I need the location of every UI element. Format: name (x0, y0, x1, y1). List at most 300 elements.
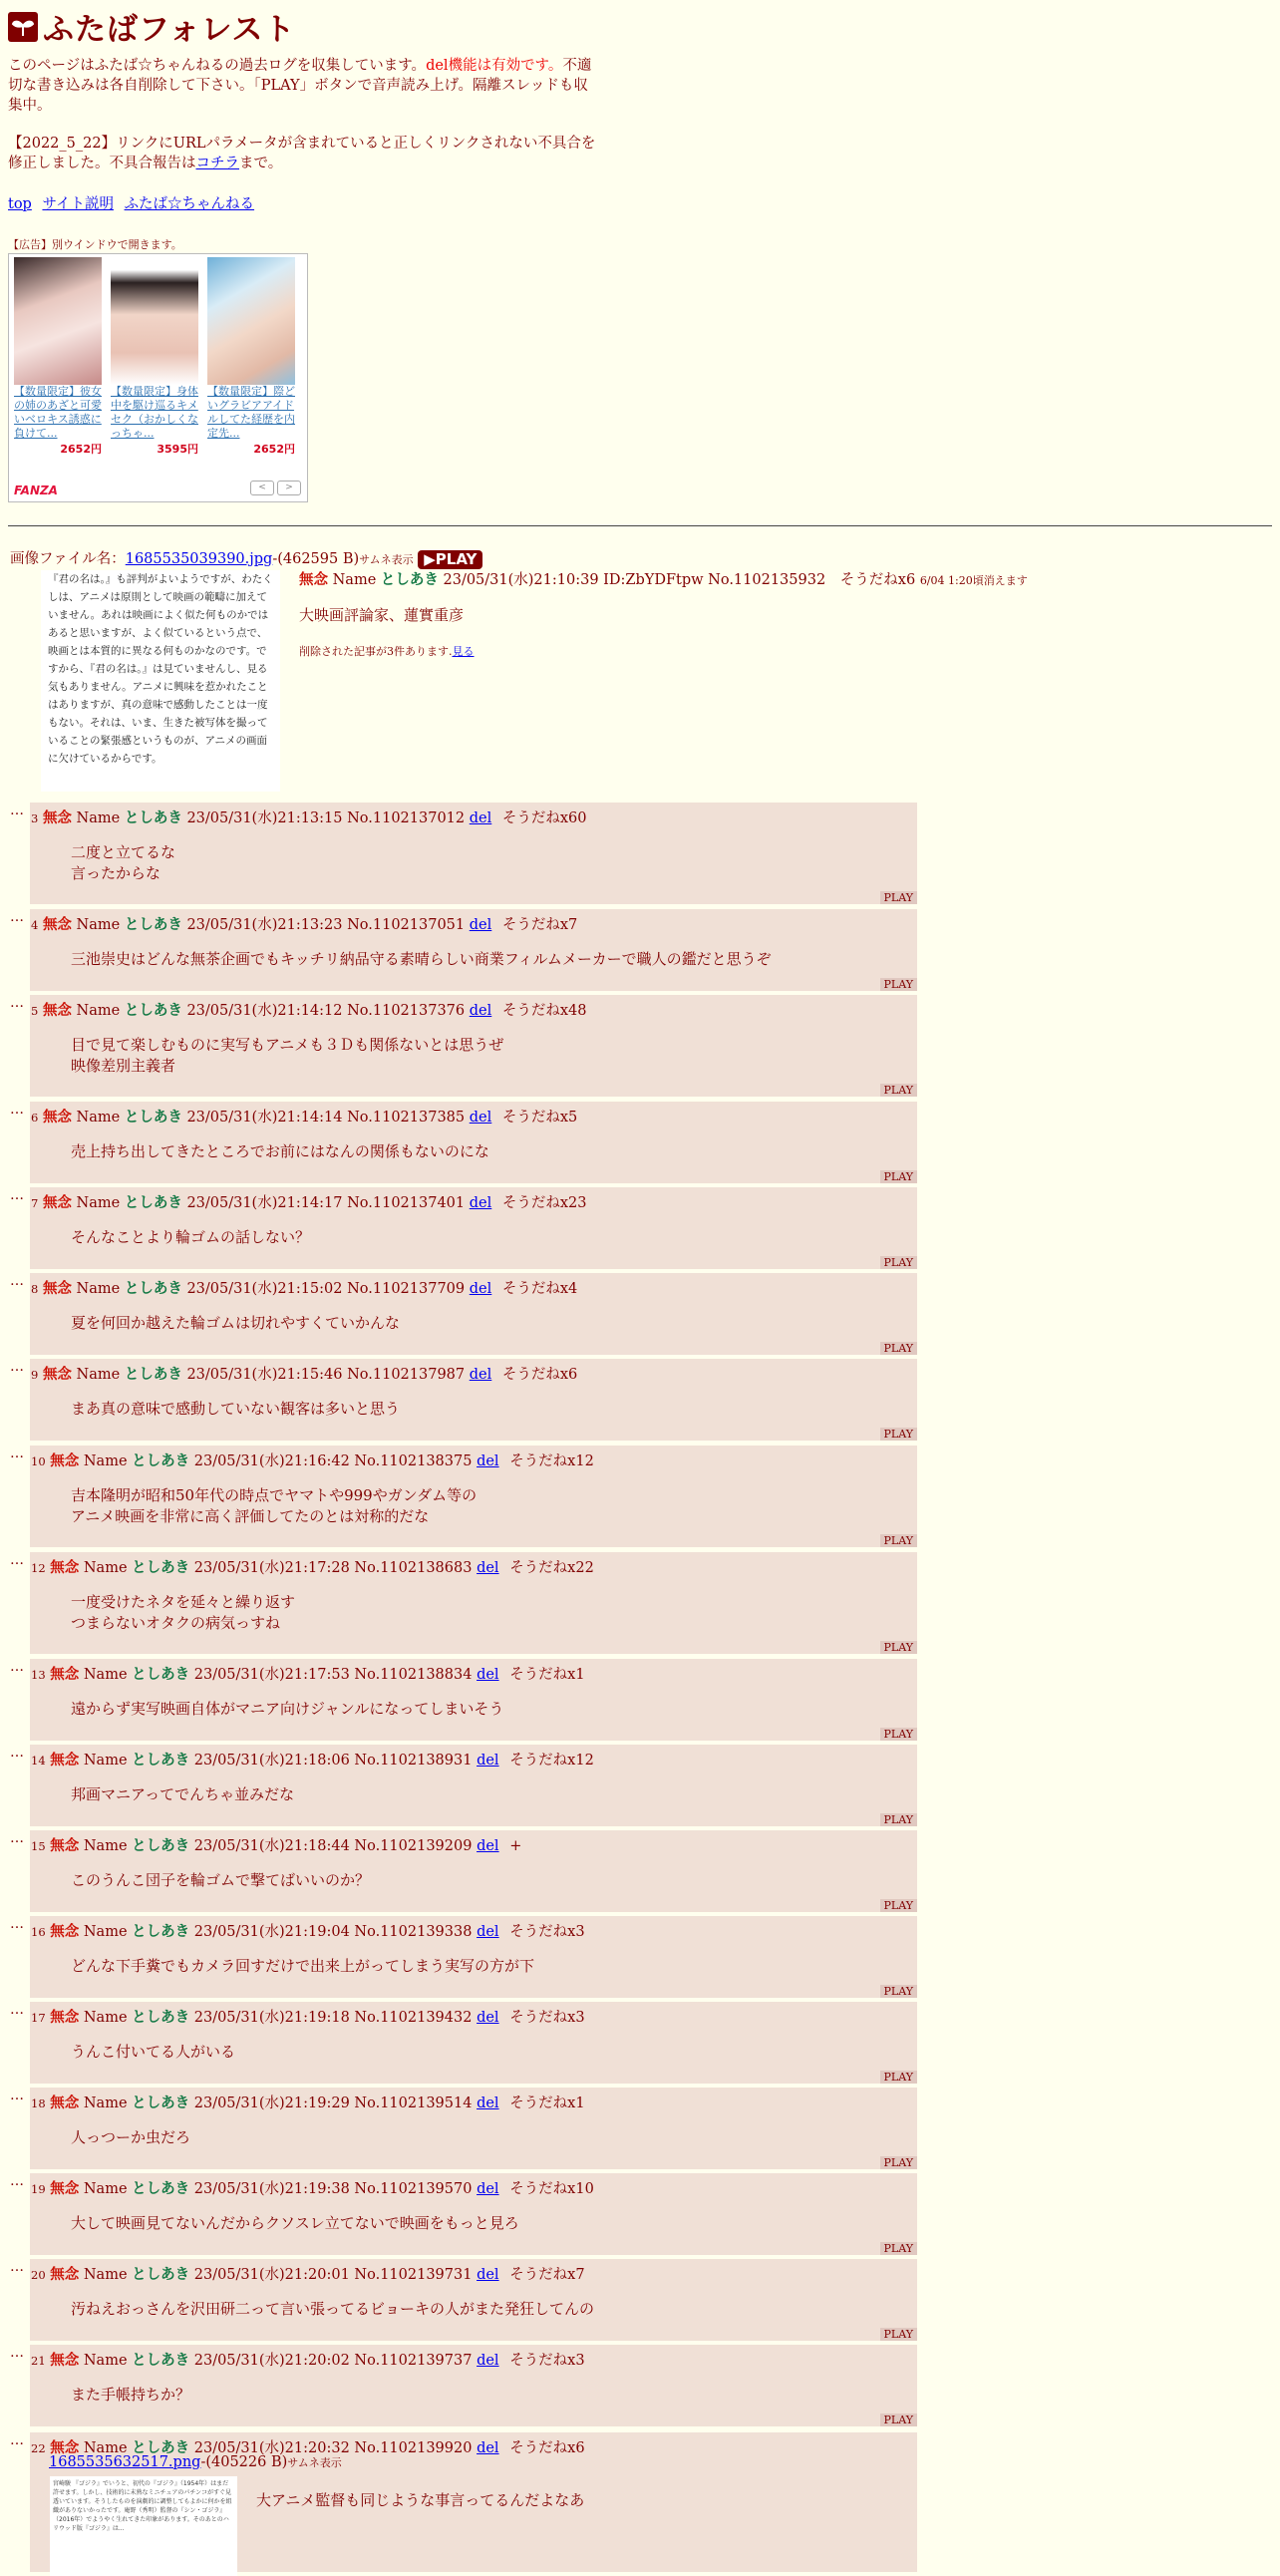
reply-number: 10 (31, 1454, 46, 1468)
post-subject: 無念 (50, 2009, 80, 2026)
reply-marker: … (10, 2088, 24, 2103)
name-label: Name (76, 1110, 121, 1126)
reply-body (71, 1956, 534, 1977)
name-label: Name (76, 810, 121, 826)
reply-line: 人っつーか虫だろ (71, 2128, 191, 2146)
intro-del-note: del機能は有効です。 (426, 58, 563, 74)
reply-header (31, 2177, 594, 2198)
ad-note: 【広告】別ウインドウで開きます。 (8, 238, 182, 251)
reply-body (71, 1485, 477, 1527)
post-date: 23/05/31(水)21:10:39 ID:ZbYDFtpw No.1102135932 (443, 572, 826, 588)
poster-name: としあき (380, 571, 439, 588)
del-link[interactable]: del (477, 1453, 499, 1469)
post-date: 23/05/31(水)21:13:15 No.1102137012 (186, 810, 466, 826)
reply-line: 映像差別主義者 (71, 1057, 176, 1075)
reply-line: そんなことより輪ゴムの話しない？ (71, 1228, 311, 1246)
post-subject: 無念 (42, 916, 72, 933)
reply-post (30, 2002, 917, 2084)
file-size: -(462595 B) (272, 551, 360, 567)
reply-number: 9 (31, 1368, 39, 1382)
poster-name: としあき (124, 1002, 182, 1019)
reply-body (71, 1035, 503, 1077)
ad-widget (8, 253, 308, 502)
sodane-button[interactable]: そうだねx6 (509, 2440, 585, 2456)
name-label: Name (83, 2095, 128, 2111)
post-date: 23/05/31(水)21:19:18 No.1102139432 (193, 2010, 473, 2026)
reply-line: どんな下手糞でもカメラ回すだけで出来上がってしまう実写の方が下 (71, 1957, 535, 1975)
ad-prev-button[interactable]: < (250, 481, 274, 495)
sodane-button[interactable]: そうだねx12 (509, 1753, 594, 1769)
name-label: Name (83, 1667, 128, 1683)
reply-number: 8 (31, 1282, 39, 1296)
deleted-note (299, 643, 475, 659)
play-button[interactable]: PLAY (880, 1641, 917, 1654)
post-subject: 無念 (50, 2094, 80, 2111)
reply-post (30, 1273, 917, 1355)
deleted-text: 削除された記事が3件あります. (299, 645, 453, 658)
name-label: Name (76, 1367, 121, 1383)
poster-name: としあき (132, 2439, 190, 2456)
del-link[interactable]: del (477, 2353, 499, 2369)
reply-file-link[interactable]: 1685535632517.png (49, 2454, 201, 2470)
poster-name: としあき (132, 2094, 190, 2111)
futaba-leaf-icon (8, 12, 38, 42)
reply-post (30, 1359, 917, 1441)
poster-name: としあき (124, 1366, 182, 1383)
reply-marker: … (10, 1916, 24, 1932)
reply-number: 14 (31, 1754, 46, 1768)
play-button[interactable]: PLAY (880, 1428, 917, 1441)
sodane-button[interactable]: そうだねx3 (509, 1924, 585, 1940)
post-subject: 無念 (42, 1280, 72, 1297)
sodane-button[interactable]: そうだねx7 (509, 2267, 585, 2283)
reply-number: 17 (31, 2011, 46, 2025)
expire-note: 6/04 1:20頃消えます (919, 574, 1028, 587)
post-date: 23/05/31(水)21:15:46 No.1102137987 (186, 1367, 466, 1383)
reply-header (31, 1663, 585, 1684)
play-button[interactable]: PLAY (880, 1084, 917, 1097)
post-date: 23/05/31(水)21:14:12 No.1102137376 (186, 1003, 466, 1019)
reply-header (31, 2092, 585, 2112)
reply-header (31, 1277, 577, 1298)
del-link[interactable]: del (469, 1367, 492, 1383)
reply-post (30, 1102, 917, 1183)
sodane-button[interactable]: そうだねx6 (501, 1367, 578, 1383)
ad-product-price: 3595円 (157, 443, 198, 456)
play-button[interactable]: PLAY (880, 2242, 917, 2255)
name-label: Name (83, 1453, 128, 1469)
del-link[interactable]: del (477, 1667, 499, 1683)
del-link[interactable]: del (477, 2267, 499, 2283)
post-date: 23/05/31(水)21:16:42 No.1102138375 (193, 1453, 473, 1469)
reply-thumbnail[interactable]: 宮崎駿 『ゴジラ』でいうと、初代の『ゴジラ』（1954年）はまだ許せます。しかし、技術的に未熟なミニチュアのパチンコがすぐ見透いています。そうしたものを演劇的に調整してもよかに何かを組織がありないかったです。庵野（秀明）監督の『シン・ゴジラ』（2016年）でようやく生れてきた印象があります。そのあとのハリウッド版『ゴジラ』は... (50, 2476, 237, 2576)
name-label: Name (83, 2267, 128, 2283)
intro-text-2: 不適切な書き込みは各自削除して下さい。「PLAY」ボタンで音声読み上げ。隔離スレッドも収集中。 (8, 58, 592, 114)
sodane-button[interactable]: そうだねx3 (509, 2353, 585, 2369)
reply-line: 汚ねえおっさんを沢田研二って言い張ってるビョーキの人がまた発狂してんの (71, 2300, 595, 2318)
reply-post (30, 1916, 917, 1998)
reply-number: 20 (31, 2268, 46, 2282)
nav-top-link[interactable]: top (8, 196, 32, 212)
file-label: 画像ファイル名： (10, 551, 126, 567)
del-link[interactable]: del (469, 1281, 492, 1297)
reply-marker: … (10, 2173, 24, 2189)
post-subject: 無念 (50, 2439, 80, 2456)
reply-line: また手帳持ちか？ (71, 2386, 191, 2404)
sodane-button[interactable]: そうだねx6 (839, 572, 916, 588)
play-button[interactable]: PLAY (880, 891, 917, 904)
del-link[interactable]: del (477, 1560, 499, 1576)
ad-product-image[interactable] (14, 257, 102, 385)
post-date: 23/05/31(水)21:17:53 No.1102138834 (193, 1667, 473, 1683)
reply-marker: … (10, 1659, 24, 1675)
reply-marker: … (10, 1102, 24, 1118)
reply-marker: … (10, 1273, 24, 1289)
reply-number: 19 (31, 2182, 46, 2196)
reply-body (71, 842, 175, 884)
play-button[interactable]: PLAY (880, 1170, 917, 1183)
play-button[interactable]: PLAY (880, 2414, 917, 2426)
reply-body (71, 1870, 370, 1891)
poster-name: としあき (132, 1752, 190, 1769)
post-date: 23/05/31(水)21:19:38 No.1102139570 (193, 2181, 473, 2197)
top-nav (8, 192, 260, 213)
play-button[interactable]: PLAY (880, 1342, 917, 1355)
reply-body (71, 1699, 503, 1720)
name-label: Name (76, 917, 121, 933)
del-link[interactable]: del (469, 1195, 492, 1211)
nav-about-link[interactable]: サイト説明 (42, 196, 114, 212)
reply-marker: … (10, 1830, 24, 1846)
reply-body (71, 1399, 400, 1420)
play-button[interactable]: PLAY (880, 1899, 917, 1912)
poster-name: としあき (132, 1452, 190, 1469)
file-size: -(405226 B) (200, 2454, 288, 2470)
reply-body (71, 1227, 310, 1248)
post-subject: 無念 (50, 1559, 80, 1576)
post-subject: 無念 (50, 2352, 80, 2369)
site-intro (8, 56, 596, 116)
reply-body (71, 2042, 235, 2063)
sodane-button[interactable]: そうだねx23 (501, 1195, 587, 1211)
reply-header (31, 2349, 585, 2370)
name-label: Name (76, 1281, 121, 1297)
poster-name: としあき (132, 2266, 190, 2283)
reply-marker: … (10, 1552, 24, 1568)
view-deleted-link[interactable]: 見る (452, 645, 475, 658)
poster-name: としあき (132, 1923, 190, 1940)
post-date: 23/05/31(水)21:15:02 No.1102137709 (186, 1281, 466, 1297)
op-file-line (10, 547, 482, 569)
poster-name: としあき (124, 1280, 182, 1297)
ad-item[interactable] (109, 257, 200, 457)
notice-text: 【2022_5_22】リンクにURLパラメータが含まれていると正しくリンクされない不具合を修正しました。不具合報告は (8, 136, 596, 171)
reply-number: 18 (31, 2096, 46, 2110)
reply-marker: … (10, 1187, 24, 1203)
reply-line: 吉本隆明が昭和50年代の時点でヤマトや999やガンダム等の (71, 1486, 478, 1504)
reply-header (31, 1106, 577, 1127)
reply-line: 言ったからな (71, 864, 161, 882)
reply-number: 7 (31, 1196, 39, 1210)
reply-post (30, 2432, 917, 2572)
fanza-logo[interactable]: FANZA (14, 483, 58, 497)
poster-name: としあき (124, 809, 182, 826)
post-subject: 無念 (42, 1366, 72, 1383)
name-label: Name (83, 2181, 128, 2197)
reply-body: 大アニメ監督も同じような事言ってるんだよなあ (256, 2491, 585, 2509)
reply-line: 大して映画見てないんだからクソスレ立てないで映画をもっと見ろ (71, 2214, 519, 2232)
op-thumbnail[interactable]: 『君の名は。』も評判がよいようですが、わたくしは、アニメは原則として映画の範疇に加えていません。あれは映画によく似た何ものかではあると思いますが、よく似ているという点で、映画とは本質的に異なる何ものかなのです。ですから、『君の名は。』は見ていませんし、見る気もありません。アニメに興味を惹かれたことはありますが、真の意味で感動したことは一度もない。それは、いま、生きた被写体を撮っていることの緊張感というものが、アニメの画面に欠けているからです。 (41, 570, 280, 792)
reply-number: 12 (31, 1561, 46, 1575)
sodane-button[interactable]: そうだねx5 (501, 1110, 578, 1126)
post-date: 23/05/31(水)21:17:28 No.1102138683 (193, 1560, 473, 1576)
report-link[interactable]: コチラ (195, 156, 239, 171)
reply-body (71, 2127, 190, 2148)
reply-header (31, 806, 587, 827)
sodane-button[interactable]: そうだねx10 (509, 2181, 594, 2197)
reply-marker: … (10, 1359, 24, 1375)
del-link[interactable]: del (469, 917, 492, 933)
del-link[interactable]: del (477, 2010, 499, 2026)
reply-body (71, 1784, 294, 1805)
post-date: 23/05/31(水)21:14:14 No.1102137385 (186, 1110, 466, 1126)
reply-body (71, 1141, 489, 1162)
post-date: 23/05/31(水)21:13:23 No.1102137051 (186, 917, 466, 933)
post-subject: 無念 (50, 1837, 80, 1854)
reply-header (31, 1191, 587, 1212)
poster-name: としあき (132, 1559, 190, 1576)
reply-header (31, 999, 587, 1020)
play-button[interactable]: PLAY (880, 1813, 917, 1826)
poster-name: としあき (132, 2352, 190, 2369)
reply-number: 3 (31, 811, 39, 825)
reply-line: 夏を何回か越えた輪ゴムは切れやすくていかんな (71, 1314, 401, 1332)
post-date: 23/05/31(水)21:20:32 No.1102139920 (193, 2440, 473, 2456)
poster-name: としあき (124, 1109, 182, 1126)
sodane-button[interactable]: そうだねx22 (509, 1560, 594, 1576)
ad-product-image[interactable] (207, 257, 295, 385)
reply-number: 4 (31, 918, 39, 932)
ad-next-button[interactable]: > (277, 481, 301, 495)
name-label: Name (83, 1753, 128, 1769)
reply-marker: … (10, 2345, 24, 2361)
post-date: 23/05/31(水)21:18:44 No.1102139209 (193, 1838, 473, 1854)
reply-post (30, 1187, 917, 1269)
post-date: 23/05/31(水)21:14:17 No.1102137401 (186, 1195, 466, 1211)
name-label: Name (83, 1924, 128, 1940)
play-button[interactable]: PLAY (880, 1256, 917, 1269)
sodane-button[interactable]: そうだねx60 (501, 810, 587, 826)
play-button[interactable]: PLAY (880, 2156, 917, 2169)
reply-post (30, 1552, 917, 1654)
reply-number: 6 (31, 1111, 39, 1125)
reply-marker: … (10, 1745, 24, 1761)
name-label: Name (76, 1003, 121, 1019)
reply-post (30, 1446, 917, 1547)
reply-post (30, 1659, 917, 1741)
post-subject: 無念 (50, 1752, 80, 1769)
op-header (299, 568, 1028, 589)
update-notice (8, 134, 596, 173)
reply-body (71, 1592, 295, 1634)
reply-marker: … (10, 803, 24, 818)
ad-product-title[interactable]: 【数量限定】際どいグラビアアイドルしてた経歴を内定先... (207, 385, 295, 440)
reply-line: まあ真の意味で感動していない観客は多いと思う (71, 1400, 401, 1418)
sodane-button[interactable]: そうだねx1 (509, 1667, 585, 1683)
divider (8, 525, 1272, 526)
del-link[interactable]: del (477, 2181, 499, 2197)
name-label: Name (83, 1560, 128, 1576)
name-label: Name (83, 2010, 128, 2026)
poster-name: としあき (132, 1666, 190, 1683)
play-button[interactable]: PLAY (880, 1985, 917, 1998)
del-link[interactable]: del (469, 1003, 492, 1019)
reply-post (30, 1745, 917, 1826)
reply-number: 5 (31, 1004, 39, 1018)
notice-tail: まで。 (239, 156, 283, 171)
reply-line: 目で見て楽しむものに実写もアニメも３Ｄも関係ないとは思うぜ (71, 1036, 504, 1054)
reply-header (31, 913, 577, 934)
reply-header (31, 2263, 585, 2284)
name-label: Name (76, 1195, 121, 1211)
reply-line: 売上持ち出してきたところでお前にはなんの関係もないのにな (71, 1142, 489, 1160)
ad-nav (247, 481, 301, 495)
del-link[interactable]: del (469, 810, 492, 826)
del-link[interactable]: del (477, 1838, 499, 1854)
thumb-label: サムネ表示 (287, 2456, 342, 2469)
reply-post (30, 803, 917, 904)
post-date: 23/05/31(水)21:18:06 No.1102138931 (193, 1753, 473, 1769)
reply-number: 21 (31, 2354, 46, 2368)
reply-number: 15 (31, 1839, 46, 1853)
reply-header (31, 1449, 594, 1470)
ad-item[interactable] (205, 257, 297, 457)
sodane-button[interactable]: そうだねx48 (501, 1003, 587, 1019)
nav-futaba-link[interactable]: ふたば☆ちゃんねる (124, 196, 255, 212)
reply-line: 邦画マニアってでんちゃ並みだな (71, 1785, 295, 1803)
sodane-button[interactable]: そうだねx3 (509, 2010, 585, 2026)
post-date: 23/05/31(水)21:20:01 No.1102139731 (193, 2267, 473, 2283)
poster-name: としあき (132, 2180, 190, 2197)
post-subject: 無念 (50, 1923, 80, 1940)
play-button[interactable]: PLAY (880, 978, 917, 991)
reply-body (71, 2299, 594, 2320)
post-date: 23/05/31(水)21:20:02 No.1102139737 (193, 2353, 473, 2369)
reply-marker: … (10, 995, 24, 1011)
del-link[interactable]: del (477, 1753, 499, 1769)
reply-line: つまらないオタクの病気っすね (71, 1614, 281, 1632)
name-label: Name (83, 2440, 128, 2456)
sodane-button[interactable]: そうだねx7 (501, 917, 578, 933)
poster-name: としあき (124, 1194, 182, 1211)
ad-product-price: 2652円 (60, 443, 102, 456)
reply-marker: … (10, 2432, 24, 2448)
sodane-button[interactable]: + (509, 1838, 522, 1854)
reply-number: 13 (31, 1668, 46, 1682)
reply-header (31, 2006, 585, 2027)
reply-marker: … (10, 2259, 24, 2275)
reply-header (31, 1834, 521, 1855)
reply-post (30, 2088, 917, 2169)
reply-line: このうんこ団子を輪ゴムで撃てばいいのか？ (71, 1871, 371, 1889)
play-button[interactable]: PLAY (880, 2328, 917, 2341)
post-subject: 無念 (50, 2266, 80, 2283)
ad-product-image[interactable] (111, 257, 198, 385)
ad-item[interactable] (12, 257, 104, 457)
reply-post (30, 995, 917, 1097)
op-play-button[interactable]: ▶PLAY (418, 550, 482, 569)
sodane-button[interactable]: そうだねx1 (509, 2095, 585, 2111)
reply-line: 遠からず実写映画自体がマニア向けジャンルになってしまいそう (71, 1700, 504, 1718)
op-play-label: PLAY (435, 549, 478, 568)
del-link[interactable]: del (477, 1924, 499, 1940)
op-body: 大映画評論家、蓮實重彦 (299, 606, 465, 624)
op-file-link[interactable]: 1685535039390.jpg (125, 551, 273, 567)
thumb-label: サムネ表示 (359, 553, 414, 566)
reply-marker: … (10, 909, 24, 925)
del-link[interactable]: del (477, 2440, 499, 2456)
del-link[interactable]: del (477, 2095, 499, 2111)
reply-line: 一度受けたネタを延々と繰り返す (71, 1593, 296, 1611)
reply-marker: … (10, 2002, 24, 2018)
ad-product-price: 2652円 (253, 443, 295, 456)
reply-line: 三池崇史はどんな無茶企画でもキッチリ納品守る素晴らしい商業フィルムメーカーで職人の鑑だと思うぞ (71, 950, 772, 968)
ad-product-title[interactable]: 【数量限定】彼女の姉のあざと可愛いベロキス誘惑に負けて... (14, 385, 102, 440)
post-subject: 無念 (42, 1194, 72, 1211)
reply-line: うんこ付いてる人がいる (71, 2043, 236, 2061)
reply-body (71, 1313, 400, 1334)
reply-line: アニメ映画を非常に高く評価してたのとは対称的だな (71, 1507, 430, 1525)
reply-header (31, 1363, 577, 1384)
name-label: Name (83, 1838, 128, 1854)
site-title: ふたばフォレスト (43, 12, 296, 48)
post-subject: 無念 (42, 1109, 72, 1126)
reply-post (30, 909, 917, 991)
reply-post (30, 2173, 917, 2255)
post-subject: 無念 (50, 2180, 80, 2197)
reply-number: 16 (31, 1925, 46, 1939)
post-subject: 無念 (50, 1452, 80, 1469)
post-date: 23/05/31(水)21:19:29 No.1102139514 (193, 2095, 473, 2111)
reply-post (30, 2259, 917, 2341)
reply-body (71, 2213, 519, 2234)
ad-product-title[interactable]: 【数量限定】身体中を駆け巡るキメセク（おかしくなっちゃ... (111, 385, 198, 440)
reply-header (31, 1749, 594, 1770)
reply-post (30, 2345, 917, 2426)
reply-file-line (49, 2454, 342, 2470)
play-button[interactable]: PLAY (880, 1728, 917, 1741)
reply-header (31, 1556, 594, 1577)
poster-name: としあき (132, 1837, 190, 1854)
reply-post (30, 1830, 917, 1912)
name-label: Name (332, 572, 377, 588)
post-subject: 無念 (50, 1666, 80, 1683)
poster-name: としあき (132, 2009, 190, 2026)
reply-marker: … (10, 1446, 24, 1461)
name-label: Name (83, 2353, 128, 2369)
post-subject: 無念 (42, 1002, 72, 1019)
play-button[interactable]: PLAY (880, 1534, 917, 1547)
del-link[interactable]: del (469, 1110, 492, 1126)
intro-text: このページはふたば☆ちゃんねるの過去ログを収集しています。 (8, 58, 427, 74)
reply-number: 22 (31, 2441, 46, 2455)
play-button[interactable]: PLAY (880, 2071, 917, 2084)
sodane-button[interactable]: そうだねx4 (501, 1281, 578, 1297)
sodane-button[interactable]: そうだねx12 (509, 1453, 594, 1469)
reply-line: 二度と立てるな (71, 843, 176, 861)
post-subject: 無念 (299, 571, 328, 588)
reply-body (71, 2385, 190, 2406)
